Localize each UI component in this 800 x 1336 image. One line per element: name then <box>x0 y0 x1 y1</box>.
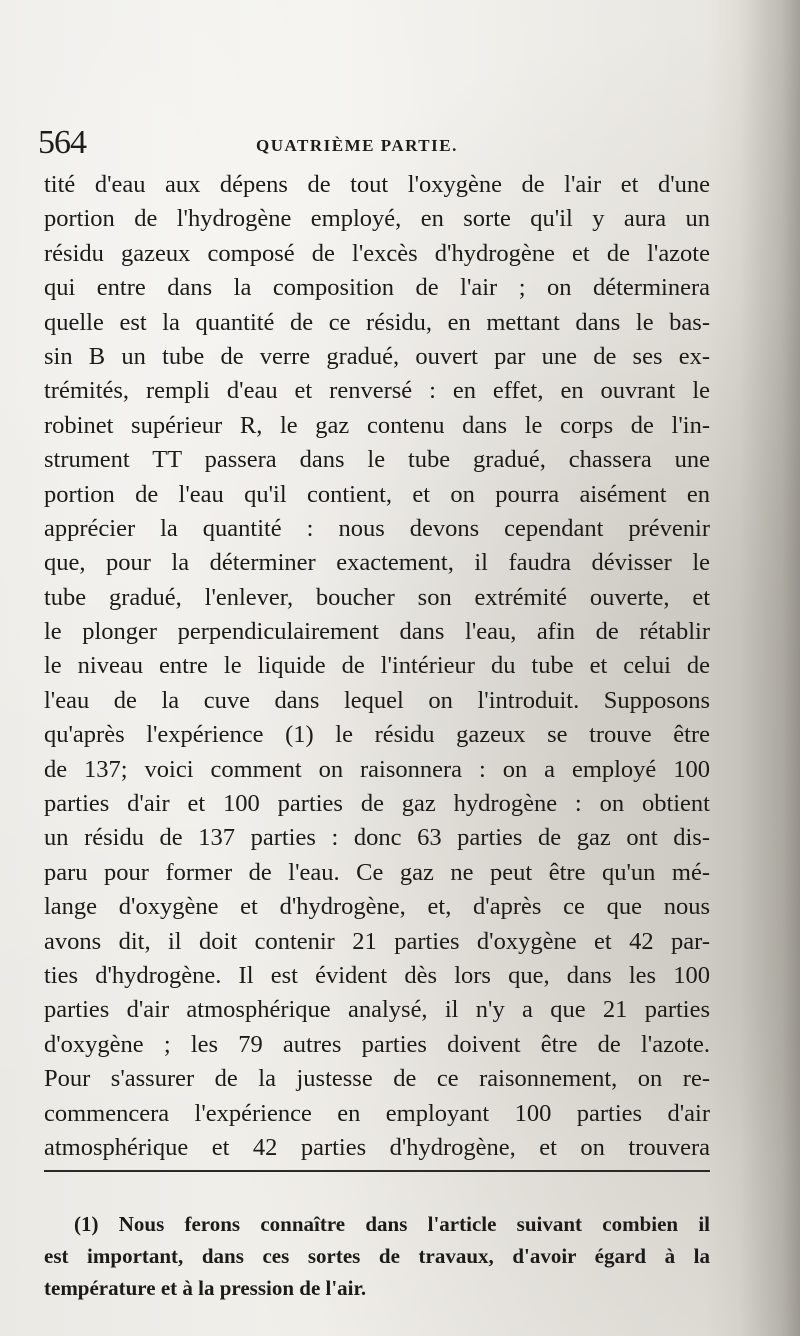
footnote-line: est important, dans ces sortes de travaux, d'avoir égard à la <box>44 1244 710 1268</box>
text-line: atmosphérique et 42 parties d'hydrogène, et on trouvera <box>44 1133 710 1161</box>
text-line: l'eau de la cuve dans lequel on l'introduit. Supposons <box>44 686 710 714</box>
text-line: que, pour la déterminer exactement, il faudra dévisser le <box>44 549 710 577</box>
text-line: portion de l'eau qu'il contient, et on pourra aisément en <box>44 480 710 508</box>
text-line: parties d'air atmosphérique analysé, il n'y a que 21 parties <box>44 996 710 1024</box>
text-line: tité d'eau aux dépens de tout l'oxygène de l'air et d'une <box>44 171 710 198</box>
footnote-rule <box>44 1170 710 1172</box>
text-line: le niveau entre le liquide de l'intérieur du tube et celui de <box>44 652 710 680</box>
text-line: strument TT passera dans le tube gradué, chassera une <box>44 446 710 474</box>
text-line: quelle est la quantité de ce résidu, en mettant dans le bas- <box>44 308 710 336</box>
body-text <box>44 168 710 1165</box>
text-line: d'oxygène ; les 79 autres parties doivent être de l'azote. <box>44 1030 710 1058</box>
page-header <box>38 124 718 164</box>
footnote-line: (1) Nous ferons connaître dans l'article suivant combien il <box>74 1212 710 1236</box>
footnote-line: température et à la pression de l'air. <box>44 1276 367 1300</box>
binding-shadow <box>740 0 800 1336</box>
text-line: sin B un tube de verre gradué, ouvert par une de ses ex- <box>44 342 710 370</box>
text-line: commencera l'expérience en employant 100 parties d'air <box>44 1099 710 1127</box>
text-line: avons dit, il doit contenir 21 parties d'oxygène et 42 par- <box>44 927 710 955</box>
text-line: paru pour former de l'eau. Ce gaz ne peut être qu'un mé- <box>44 858 710 886</box>
text-line: tube gradué, l'enlever, boucher son extrémité ouverte, et <box>44 583 710 611</box>
text-line: apprécier la quantité : nous devons cependant prévenir <box>44 514 710 542</box>
text-line: Pour s'assurer de la justesse de ce raisonnement, on re- <box>44 1065 710 1093</box>
text-line: le plonger perpendiculairement dans l'eau, afin de rétablir <box>44 618 710 646</box>
text-line: lange d'oxygène et d'hydrogène, et, d'après ce que nous <box>44 893 710 921</box>
text-line: résidu gazeux composé de l'excès d'hydrogène et de l'azote <box>44 239 710 267</box>
text-line: ties d'hydrogène. Il est évident dès lors que, dans les 100 <box>44 961 710 989</box>
running-head: QUATRIÈME PARTIE. <box>256 136 458 155</box>
text-line: portion de l'hydrogène employé, en sorte qu'il y aura un <box>44 205 710 233</box>
text-line: qui entre dans la composition de l'air ; on déterminera <box>44 274 710 302</box>
text-line: de 137; voici comment on raisonnera : on a employé 100 <box>44 755 710 783</box>
text-line: trémités, rempli d'eau et renversé : en effet, en ouvrant le <box>44 377 710 405</box>
footnote <box>44 1208 710 1304</box>
text-line: robinet supérieur R, le gaz contenu dans le corps de l'in- <box>44 411 710 439</box>
text-line: un résidu de 137 parties : donc 63 parties de gaz ont dis- <box>44 824 710 852</box>
text-line: parties d'air et 100 parties de gaz hydrogène : on obtient <box>44 790 710 818</box>
text-line: qu'après l'expérience (1) le résidu gazeux se trouve être <box>44 721 710 749</box>
page-number: 564 <box>38 124 86 161</box>
